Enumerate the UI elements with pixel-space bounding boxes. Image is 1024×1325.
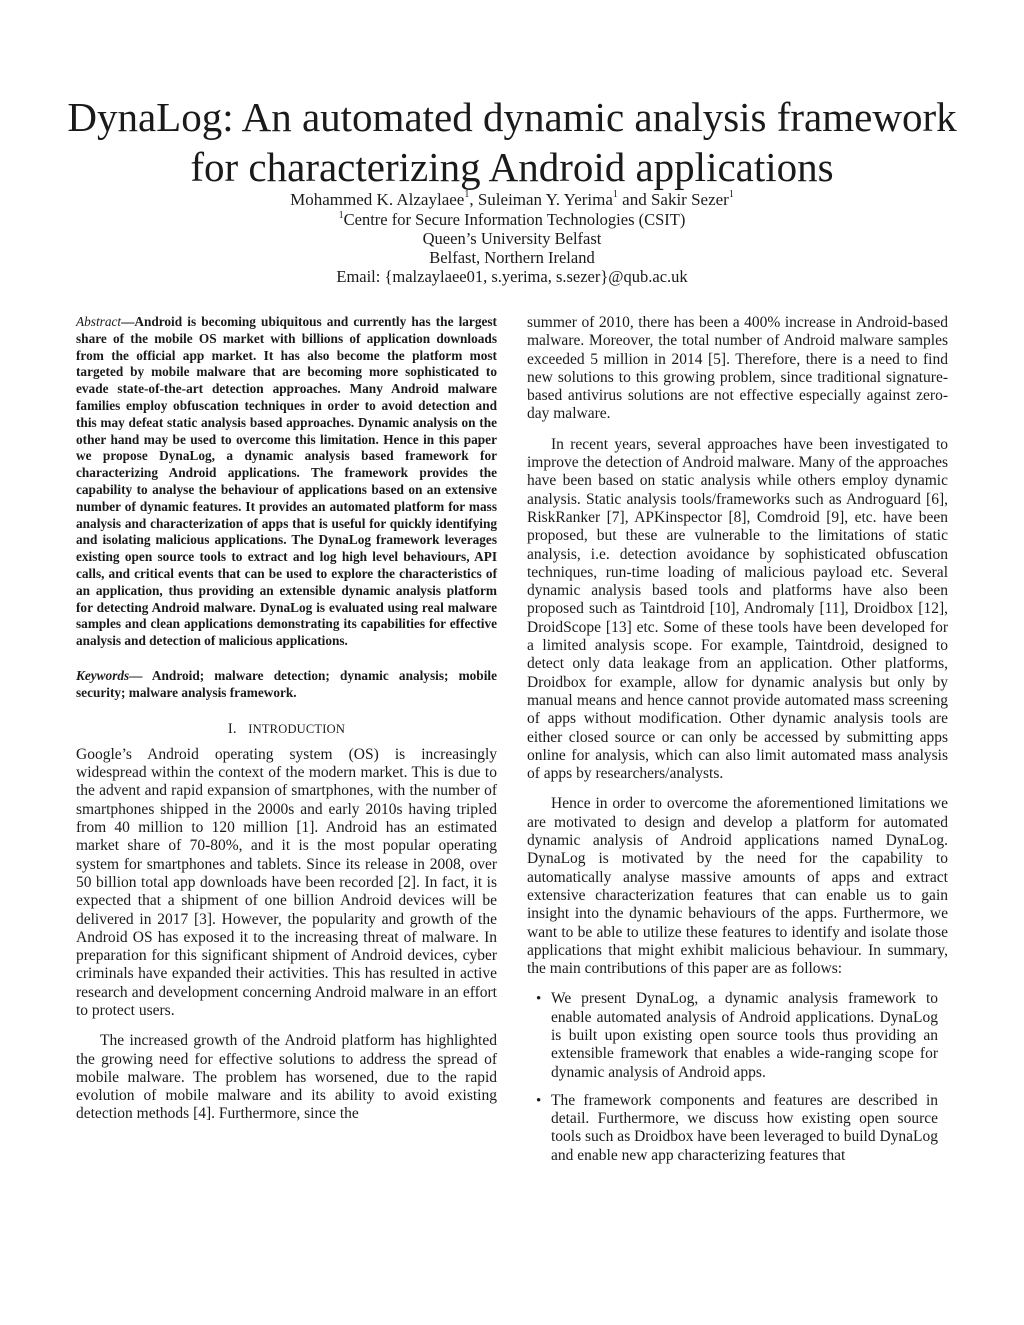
contributions-list (527, 990, 948, 1165)
author-1: Mohammed K. Alzaylaee (290, 190, 465, 209)
keywords (76, 668, 497, 702)
author-email: Email: {malzaylaee01, s.yerima, s.sezer}@qub.ac.uk (336, 267, 688, 286)
list-item-text: We present DynaLog, a dynamic analysis framework to enable automated analysis of Android applications. DynaLog is built upon existing open source tools thus providing an extensible framework that enables a wide-ranging scope for dynamic analysis of Android apps. (551, 990, 938, 1081)
paper-title (40, 92, 984, 192)
author-3-sup: 1 (728, 189, 734, 201)
title-line-2: for characterizing Android applications (190, 144, 834, 190)
list-item-text: The framework components and features are described in detail. Furthermore, we discuss how existing open source tools such as Droidbox have been leveraged to build DynaLog and enable new app characterizing features that (551, 1091, 938, 1164)
affiliation-sup: 1 (338, 209, 344, 221)
abstract (76, 314, 497, 650)
affiliation-city: Belfast, Northern Ireland (429, 248, 595, 267)
title-line-1: DynaLog: An automated dynamic analysis framework (67, 94, 957, 140)
list-item (527, 1092, 948, 1165)
intro-paragraph-1: Google’s Android operating system (OS) is increasingly widespread within the context of the modern market. This is due to the advent and rapid expansion of smartphones, with the number of smartphones shipped in the 2000s and early 2010s having tripled from 40 million to 120 million [1]. Android has an estimated market share of 70-80%, and it is the most popular operating system for smartphones and tablets. Since its release in 2008, over 50 billion total app downloads have been recorded [2]. In fact, it is expected that a shipment of one billion Android devices will be delivered in 2017 [3]. However, the popularity and growth of the Android OS has exposed it to the increasing threat of malware. In preparation for this significant shipment of Android devices, cyber criminals have expanded their activities. This has resulted in active research and development concerning Android malware in an effort to protect users. (76, 745, 497, 1019)
author-3: and Sakir Sezer (617, 190, 729, 209)
author-2-sup: 1 (612, 189, 618, 201)
affiliation-org-text: Centre for Secure Information Technologies (CSIT) (343, 210, 686, 229)
intro-paragraph-2: The increased growth of the Android platform has highlighted the growing need for effective solutions to address the spread of mobile malware. The problem has worsened, due to the rapid evolution of mobile malware and its ability to avoid existing detection methods [4]. Furthermore, since the (76, 1032, 497, 1123)
abstract-label: Abstract (76, 314, 122, 329)
abstract-text: —Android is becoming ubiquitous and currently has the largest share of the mobile OS market with billions of application downloads from the official app market. It has also become the platform most targeted by mobile malware that are becoming more sophisticated to evade state-of-the-art detection approaches. Many Android malware families employ obfuscation techniques in order to avoid detection and this may defeat static analysis based approaches. Dynamic analysis on the other hand may be used to overcome this limitation. Hence in this paper we propose DynaLog, a dynamic analysis based framework for characterizing Android applications. The framework provides the capability to analyse the behaviour of applications based on an extensive number of dynamic features. It provides an automated platform for mass analysis and characterization of apps that is useful for quickly identifying and isolating malicious applications. The DynaLog framework leverages existing open source tools to extract and log high level behaviours, API calls, and critical events that can be used to explore the characteristics of an application, thus providing an extensible dynamic analysis platform for detecting Android malware. DynaLog is evaluated using real malware samples and clean applications demonstrating its capabilities for effective analysis and detection of malicious applications. (76, 314, 497, 649)
keywords-label: Keywords— (76, 667, 143, 683)
bullet-icon: • (536, 991, 542, 1008)
affiliation-org (40, 210, 984, 229)
left-column (76, 314, 497, 1124)
author-2: , Suleiman Y. Yerima (469, 190, 613, 209)
right-column (527, 314, 948, 1165)
section-heading-introduction (76, 720, 497, 738)
section-number: I. (227, 720, 237, 737)
list-item (527, 990, 948, 1081)
bullet-icon: • (536, 1092, 542, 1109)
right-paragraph-3: Hence in order to overcome the aforementioned limitations we are motivated to design and develop a platform for automated dynamic analysis of Android applications named DynaLog. DynaLog is motivated by the need for the capability to automatically analyse massive amounts of apps and extract extensive characterization features that can enable us to gain insight into the dynamic behaviours of the apps. Furthermore, we want to be able to utilize these features to identify and isolate those applications that might exhibit malicious behaviour. In summary, the main contributions of this paper are as follows: (527, 795, 948, 978)
author-list (40, 190, 984, 209)
affiliation-university: Queen’s University Belfast (422, 229, 602, 248)
author-block (40, 190, 984, 286)
right-paragraph-1: summer of 2010, there has been a 400% increase in Android-based malware. Moreover, the total number of Android malware samples exceeded 5 million in 2014 [5]. Therefore, there is a need to find new solutions to this growing problem, since traditional signature-based antivirus solutions are not effective especially against zero-day malware. (527, 314, 948, 423)
section-title: INTRODUCTION (248, 721, 346, 736)
author-1-sup: 1 (464, 189, 470, 201)
right-paragraph-2: In recent years, several approaches have been investigated to improve the detection of Android malware. Many of the approaches have been based on static analysis while others employ dynamic analysis. Static analysis tools/frameworks such as Androguard [6], RiskRanker [7], APKinspector [8], Comdroid [9], etc. have been proposed, but these are vulnerable to the limitations of static analysis, i.e. detection avoidance by sophisticated obfuscation techniques, run-time loading of malicious payload etc. Several dynamic analysis based tools and platforms have also been proposed such as Taintdroid [10], Andromaly [11], Droidbox [12], DroidScope [13] etc. Some of these tools have been developed for a limited analysis scope. For example, Taintdroid, designed to detect only data leakage from an application. Other platforms, Droidbox for example, allow for dynamic analysis but only by manual means and hence cannot provide automated mass screening of apps without modification. Other dynamic analysis tools are either closed source or can only be accessed by submitting apps online for analysis, which can also limit automated mass analysis of apps by researchers/analysts. (527, 435, 948, 783)
keywords-text: Android; malware detection; dynamic analysis; mobile security; malware analysis framework. (76, 667, 497, 700)
